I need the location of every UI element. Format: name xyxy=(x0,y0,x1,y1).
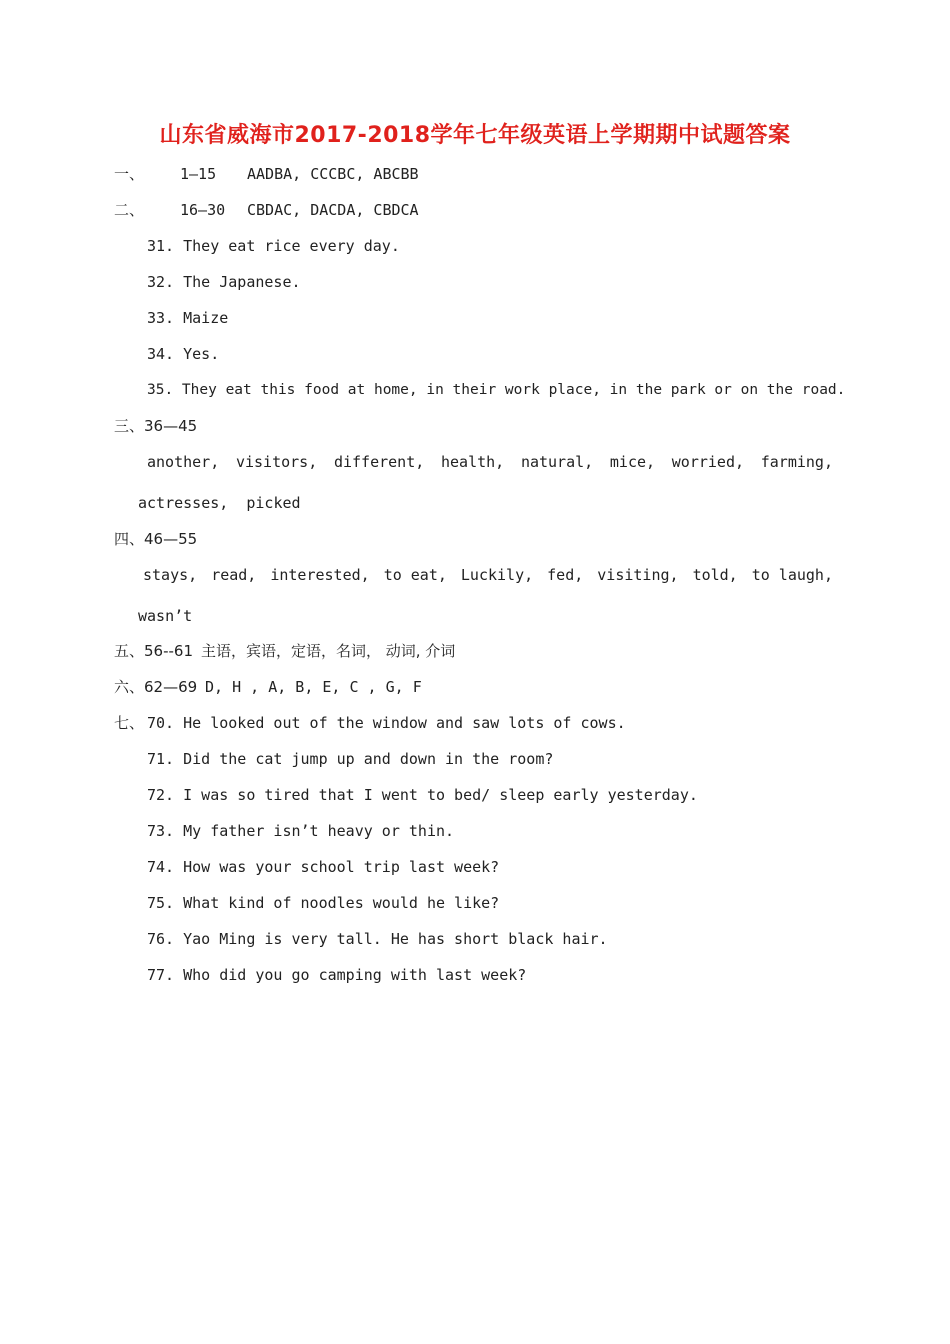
answer-33: 33. Maize xyxy=(147,309,229,327)
answer-75: 75. What kind of noodles would he like? xyxy=(147,894,500,912)
word-item: worried, xyxy=(671,453,745,471)
word-item: farming, xyxy=(760,453,833,471)
section-2-label: 二、 xyxy=(114,201,145,219)
word-item: stays, xyxy=(143,566,198,584)
answer-72: 72. I was so tired that I went to bed/ sleep early yesterday. xyxy=(147,786,698,804)
answer-34: 34. Yes. xyxy=(147,345,220,363)
section-6-label: 六、62—69 xyxy=(114,678,198,696)
answer-71: 71. Did the cat jump up and down in the room? xyxy=(147,750,554,768)
section-5-answers: 主语，宾语，定语，名词， 动词, 介词 xyxy=(201,642,456,660)
word-item: different, xyxy=(333,453,425,471)
section-5-label: 五、56--61 xyxy=(114,642,193,660)
word-item: read, xyxy=(211,566,257,584)
word-item: visiting, xyxy=(597,566,679,584)
section-1-answers: AADBA, CCCBC, ABCBB xyxy=(247,165,419,183)
section-3-word-tail: actresses, picked xyxy=(138,494,301,512)
word-item: to eat, xyxy=(383,566,447,584)
word-item: visitors, xyxy=(235,453,318,471)
page-title: 山东省威海市2017-2018学年七年级英语上学期期中试题答案 xyxy=(159,123,791,148)
word-item: fed, xyxy=(547,566,584,584)
section-4-label: 四、46—55 xyxy=(114,530,198,548)
answer-73: 73. My father isn’t heavy or thin. xyxy=(147,822,455,840)
answer-32: 32. The Japanese. xyxy=(147,273,301,291)
section-2-answers: CBDAC, DACDA, CBDCA xyxy=(247,201,419,219)
section-7-label: 七、 xyxy=(114,714,145,732)
word-item: interested, xyxy=(270,566,370,584)
word-item: another, xyxy=(147,453,220,471)
section-6-answers: D, H , A, B, E, C , G, F xyxy=(205,678,422,696)
section-2-range: 16—30 xyxy=(180,201,226,219)
answer-76: 76. Yao Ming is very tall. He has short black hair. xyxy=(147,930,608,948)
word-item: natural, xyxy=(520,453,594,471)
answer-31: 31. They eat rice every day. xyxy=(147,237,400,255)
word-item: Luckily, xyxy=(460,566,534,584)
word-item: health, xyxy=(441,453,505,471)
section-1-range: 1—15 xyxy=(180,165,217,183)
answer-77: 77. Who did you go camping with last week? xyxy=(147,966,527,984)
word-item: told, xyxy=(692,566,738,584)
answer-35: 35. They eat this food at home, in their work place, in the park or on the road. xyxy=(147,382,846,398)
section-3-label: 三、36—45 xyxy=(114,417,198,435)
word-item: to laugh, xyxy=(751,566,833,584)
section-4-word-tail: wasn’t xyxy=(138,607,193,625)
section-4-word-list xyxy=(143,565,833,585)
section-3-word-list xyxy=(147,452,833,472)
answer-74: 74. How was your school trip last week? xyxy=(147,858,500,876)
word-item: mice, xyxy=(609,453,656,471)
answer-70: 70. He looked out of the window and saw lots of cows. xyxy=(147,714,626,732)
section-1-label: 一、 xyxy=(114,165,145,183)
